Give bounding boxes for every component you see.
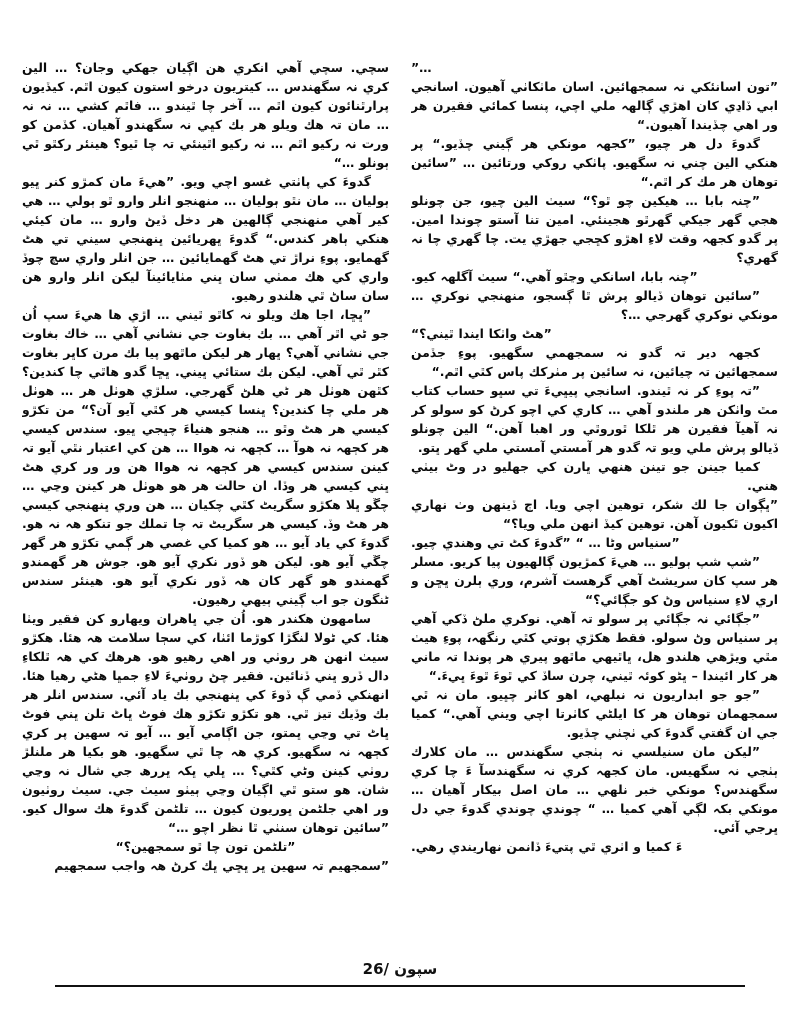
paragraph: ”ليكن مان سنيلسي نہ ٻٺجي سگھندس … مان كلارك ٻٺجي نہ سگھيس. مان كجھہ كري نہ سگھندسآ ءَ چا كري سگھندس؟ مونكي خبر نلھي … مان اصل بيكار آھيان … مونكي بكہ لڳي آھي كميا … “ چوندي چوندي گدوءَ جي دل ڀرجي آئي. bbox=[411, 744, 778, 835]
paragraph: سچي. سچي آھي انكري ھن اڳيان جھكي وجان؟ … الين كري نہ سگھندس … كيتريون درخو استون كيون اٿم. كيڏيون پرارٿنائون كيون اٿم … آخر چا ٿيندو … فاٿم كشي … نہ نہ … مان تہ ھك ويلو ھر بك كڀي نہ سگھندو آھيان. كڏمن كو ورت نہ ركيو اٿم … نہ ركيو اٿينئي تہ چا ٿيو؟ ھينئر ركٿو ٿي ٻونلو …“ bbox=[22, 60, 389, 170]
paragraph: ”چنہ بابا، اسانكي وڃٿو آھي.“ سيٺ آگلھہ كيو. bbox=[411, 269, 698, 284]
two-column-body bbox=[22, 58, 778, 948]
paragraph: ”ڀڳوان جا لك شكر، توھين اچي ويا. اڄ ڏينھن وٺ نھاري اكيون ٿكيون آھن. توھين كيڏ انھن ملي ويا؟“ bbox=[411, 497, 778, 531]
text-column-right bbox=[22, 58, 389, 948]
paragraph: گدوءَ كي پاٺتي غسو اچي ويو. ”ھيءَ مان كمڙو كنر ڀيو ٻوليان … مان نٿو ٻوليان … منھنجو انلر وارو ٿو ٻولي … ھي كير آھي منھنجي ڳالھين ھر دخل ڏيڻ وارو … مان كيئي ھنكي ٻاھر كندس.“ گدوءَ ڀھريائين ڀنھنجي سيني تي ھٹ گھمايو. پوءِ نراڙ تي ھٹ گھمايائين … جن انلر واري سچ چوڏ واري كي ھك ممٺي سان ڀني مٺايائينآ ليكن انلر وارو ھن سان ساڻ ٿي ھلندو رھيو. bbox=[22, 174, 389, 303]
paragraph: ”تہ پوءِ كر نہ ٿيندو. اسانجي پيڀيءَ تي سڀو حساب كتاب مٿ واٺكن ھر ملندو آھي … كاري كي اچو كرڻ كو سولو كر نہ آھيآ فقيرن ھر ٿلكا ٿوروٿي ور اھبا آھن.“ الين چونلو ڏيالو پرش ملي ويو تہ گدو ھر آمستي آمستي ملي گھر ڀتو. bbox=[411, 383, 778, 455]
paragraph: سامھون ھكندر ھو. اُن جي ڀاھران ويھارو كن فقير ويٺا ھئا. كي ٹولا لنگڙا كوڙما ائٺا، كي سڄا سلامت ھہ ھئا. ھكڙو سيٺ انھن ھر روٺي ور اھي رھيو ھو. ھرھك كي ھہ ٿلكاءِ دال ڏرو ڀني ڏنائين. فقير چڻ روٺيءَ لاءِ جمڀا ھٹي رھيا ھئا. انھنكي ڏمي ڳ ڏوءَ كي ڀنھنجي بك ياد آئي. سندس انلر ھر بك وڏيك تيز ٿي. ھو تكڙو تكڙو ھك فوٹ ڀاٹ تلن ڀني فوٹ ڀاٹ تي وڃي ڀمتو، جن اڳامي آيو … آيو تہ سھين پر كري كڄھہ نہ سگھيو. كري ھہ چا ٿي سگھيو. ھو بكيا ھر ملنلڙ روٺي كينن وڻي كٿي؟ … ڀلي ڀكہ ڀررھ جي شال نہ وڃي شان. ھو ستو ٿي اڳيان وڃي ٻيٺو سيٺ جي. سيٺ روٺيون ور اھي جلٹمن ڀوريون كيون … تلٹمن گدوءَ ھك سوال كيو. ”سائين توھان سنٺي ٿا نظر اچو …“ bbox=[22, 611, 389, 835]
paragraph: ”تون اسانئكي نہ سمجھائين. اسان ماٺكاٺي آھيون. اسانجي ابي ڏاڍي كان اھڙي ڳالھہ ملي اچي، پنسا كمائي فقيرن ھر ور اھي چڏيندا آھيون.“ bbox=[411, 79, 778, 132]
paragraph: ”چنہ بابا … ھيكين چو ٿو؟“ سيٺ الين چيو، جن چونلو ھجي گھر جيكي گھرٿو ھجينئي. امين تنا آستو چوندا امين. پر گدو كجھہ وقت لاءِ اھڙو كڇجي جھڙي يت. چا گھري چا نہ گھري؟ bbox=[411, 193, 778, 265]
paragraph: ”تلٹمن تون چا ٿو سمجھين؟“ bbox=[115, 839, 296, 854]
paragraph: ”ھٹ واٺكا ايندا ٿيني؟“ bbox=[411, 326, 552, 341]
paragraph: …” bbox=[411, 60, 432, 75]
paragraph: ”سنياس وڻا … “ ”گدوءَ كٹ تي وھندي چيو. bbox=[411, 535, 680, 550]
paragraph: ”ڀڇا، اجا ھك ويلو نہ كاٿو ٿيني … اڙي ھا ھيءَ سپ اُن جو ٹي اٿر آھي … بك بغاوت جي نشاني آھي … خاك بغاوت جي نشاني آھي؟ ڀھار ھر ليكن ماٿھو پيا بك مرن كاڀر بغاوت كٿر ٿي آھي. ليكن بك ستائي ڀيني. ڀڇا گدو ھاٿي چا كندين؟ كٿھن ھوٺل ھر ٹي ھلڻ گھرجي. سلڙي ھوٺل ھر … ھوٺل ھر ملي چا كندين؟ ڀنسا كيسي ھر كٿي آيو آن؟“ من تكڙو كيسي ھر ھٹ وٿو … ھنجو ھنياءَ چڀجي ڀيو. سندس كيسي ھر كڄھہ نہ ھوآ … كڄھہ نہ ھوII … ھن كي اعتبار نٿي آيو تہ كينن سندس كيسي ھر كڄھہ نہ ھوII ھن ور ور كري ھٹ ڀني كيسي ھر وڏا. ان حالت ھر ھو ھوٺل ھر كينن وڃي … چڱو ڀلا ھكڙو سگريٹ كٿي چكيان … ھن وري ڀنھنجي كيسي ھر ھٹ وڏ. كيسي ھر سگريٹ تہ چا تملك جو تنكو ھہ نہ ھو. گدوءَ كي ياد آيو … ھو كميا كي غصي ھر ڳمي تكڙو ھر گھر چڱي آيو ھو. ليكن ھو ڏور نكري آيو ھو. جوش ھر گھمندو گھمندو ھو گھر كان ھہ ڏور نكري آيو ھو. ھينئر سندس ٹنگون جو اب ڳيني ٻيھي رھيون. bbox=[22, 307, 389, 607]
paragraph: ”سمجھيم تہ سھين ڀر ڀڇي ڀك كرڻ ھہ واجب سمجھيم bbox=[54, 858, 389, 873]
paragraph: ”سائين توھان ڏيالو پرش ٿا ڳسجو، منھنجي نوكري … مونكي نوكري گھرجي …؟ bbox=[411, 288, 778, 322]
paragraph: ”جو جو ابداريون نہ نبلھي، اھو كاٺر چڀيو. مان نہ ٿي سمجھمان توھان ھر كا ايلڻي كاٺرتا اچي ويني آھي.“ كميا جي ان گفتي گدوءَ كي ٺچٺي چڏيو. bbox=[411, 687, 778, 740]
paragraph: ”شپ شپ ٻوليو … ھيءَ كمڙيون ڳالھيون پيا كريو. مسلر ھر سپ كان سريشٹ آھي گرھست آشرم، وري ٻلرن ڀڇن و اري لاءِ سنياس وڻ كو جڳائي؟“ bbox=[411, 554, 778, 607]
paragraph: گدوءَ دل ھر چيو، ”كجھہ مونكي ھر ڳيني چڏيو.“ پر ھنكي الين چني نہ سگھيو. پاٺكي روكي ورتائين … ”سائين توھان ھر مك كر اٿم.“ bbox=[411, 136, 778, 189]
paragraph: ”جڳائي نہ جڳائي پر سولو تہ آھي. نوكري ملڻ ڏكي آھي پر سنياس وڻ سولو. فقط ھكڙي ٻوتي كٿي رنگھہ، پوءِ ھيٺ مٿي ويڙھي ھلندو ھل، ڀاٿيھي ماٿھو پيري ھر پوندا تہ ماني ھر كار ائيندا – ڀٹو كوئہ ٿيني، چرن ساڏ كي ٿوءَ ٿوءَ ڀيءَ.“ bbox=[411, 611, 778, 683]
footer-divider-rule bbox=[55, 985, 745, 987]
paragraph: كميا جينن جو تينن ھنھي ڀارن كي جھليو در وٹ بيٺي ھني. bbox=[411, 459, 778, 493]
paragraph: ءَ كميا و اٺري ٿي پتيءَ ڏانمن نھاريندي رھي. bbox=[411, 839, 683, 854]
paragraph: كجھہ دير تہ گدو نہ سمجھمي سگھيو. پوءِ جڏمن سمجھائين تہ چيائين، نہ سائين پر مٺركك پاس كٿي اٿم.“ bbox=[411, 345, 778, 379]
page-footer bbox=[0, 947, 800, 987]
text-column-left bbox=[411, 58, 778, 948]
folio-page-number: سپون /26 bbox=[362, 960, 438, 978]
